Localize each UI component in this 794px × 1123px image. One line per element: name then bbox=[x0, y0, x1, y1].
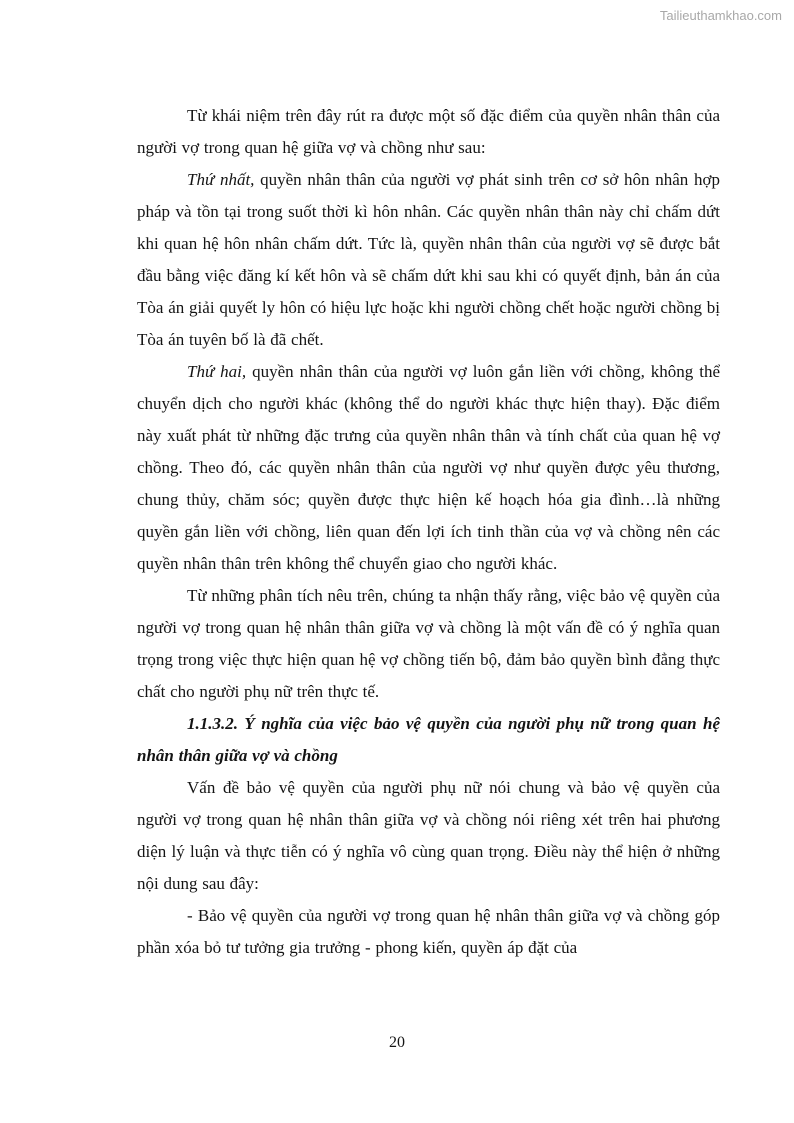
paragraph: - Bảo vệ quyền của người vợ trong quan hệ nhân thân giữa vợ và chồng góp phần xóa bỏ tư tưởng gia trưởng - phong kiến, quyền áp đặt của bbox=[137, 906, 720, 957]
document-body bbox=[137, 100, 720, 964]
paragraph bbox=[137, 164, 720, 356]
paragraph-text: quyền nhân thân của người vợ phát sinh trên cơ sở hôn nhân hợp pháp và tồn tại trong suốt thời kì hôn nhân. Các quyền nhân thân này chỉ chấm dứt khi quan hệ hôn nhân chấm dứt. Tức là, quyền nhân thân của người vợ sẽ được bắt đầu bằng việc đăng kí kết hôn và sẽ chấm dứt khi sau khi có quyết định, bản án của Tòa án giải quyết ly hôn có hiệu lực hoặc khi người chồng chết hoặc người chồng bị Tòa án tuyên bố là đã chết. bbox=[137, 170, 720, 349]
paragraph: Từ khái niệm trên đây rút ra được một số đặc điểm của quyền nhân thân của người vợ trong quan hệ giữa vợ và chồng như sau: bbox=[137, 106, 720, 157]
paragraph bbox=[137, 356, 720, 580]
paragraph: Vấn đề bảo vệ quyền của người phụ nữ nói chung và bảo vệ quyền của người vợ trong quan hệ nhân thân giữa vợ và chồng nói riêng xét trên hai phương diện lý luận và thực tiễn có ý nghĩa vô cùng quan trọng. Điều này thể hiện ở những nội dung sau đây: bbox=[137, 778, 720, 893]
site-watermark: Tailieuthamkhao.com bbox=[659, 8, 782, 23]
paragraph-lead-italic: Thứ nhất, bbox=[187, 170, 255, 189]
paragraph: Từ những phân tích nêu trên, chúng ta nhận thấy rằng, việc bảo vệ quyền của người vợ trong quan hệ nhân thân giữa vợ và chồng là một vấn đề có ý nghĩa quan trọng trong việc thực hiện quan hệ vợ chồng tiến bộ, đảm bảo quyền bình đẳng thực chất cho người phụ nữ trên thực tế. bbox=[137, 586, 720, 701]
section-heading: 1.1.3.2. Ý nghĩa của việc bảo vệ quyền của người phụ nữ trong quan hệ nhân thân giữa vợ và chồng bbox=[137, 714, 720, 765]
paragraph-lead-italic: Thứ hai, bbox=[187, 362, 247, 381]
page-number: 20 bbox=[389, 1034, 405, 1051]
paragraph-text: quyền nhân thân của người vợ luôn gắn liền với chồng, không thể chuyển dịch cho người khác (không thể do người khác thực hiện thay). Đặc điểm này xuất phát từ những đặc trưng của quyền nhân thân và tính chất của quan hệ vợ chồng. Theo đó, các quyền nhân thân của người vợ như quyền được yêu thương, chung thủy, chăm sóc; quyền được thực hiện kế hoạch hóa gia đình…là những quyền gắn liền với chồng, liên quan đến lợi ích tinh thần của vợ và chồng nên các quyền nhân thân trên không thể chuyển giao cho người khác. bbox=[137, 362, 720, 573]
